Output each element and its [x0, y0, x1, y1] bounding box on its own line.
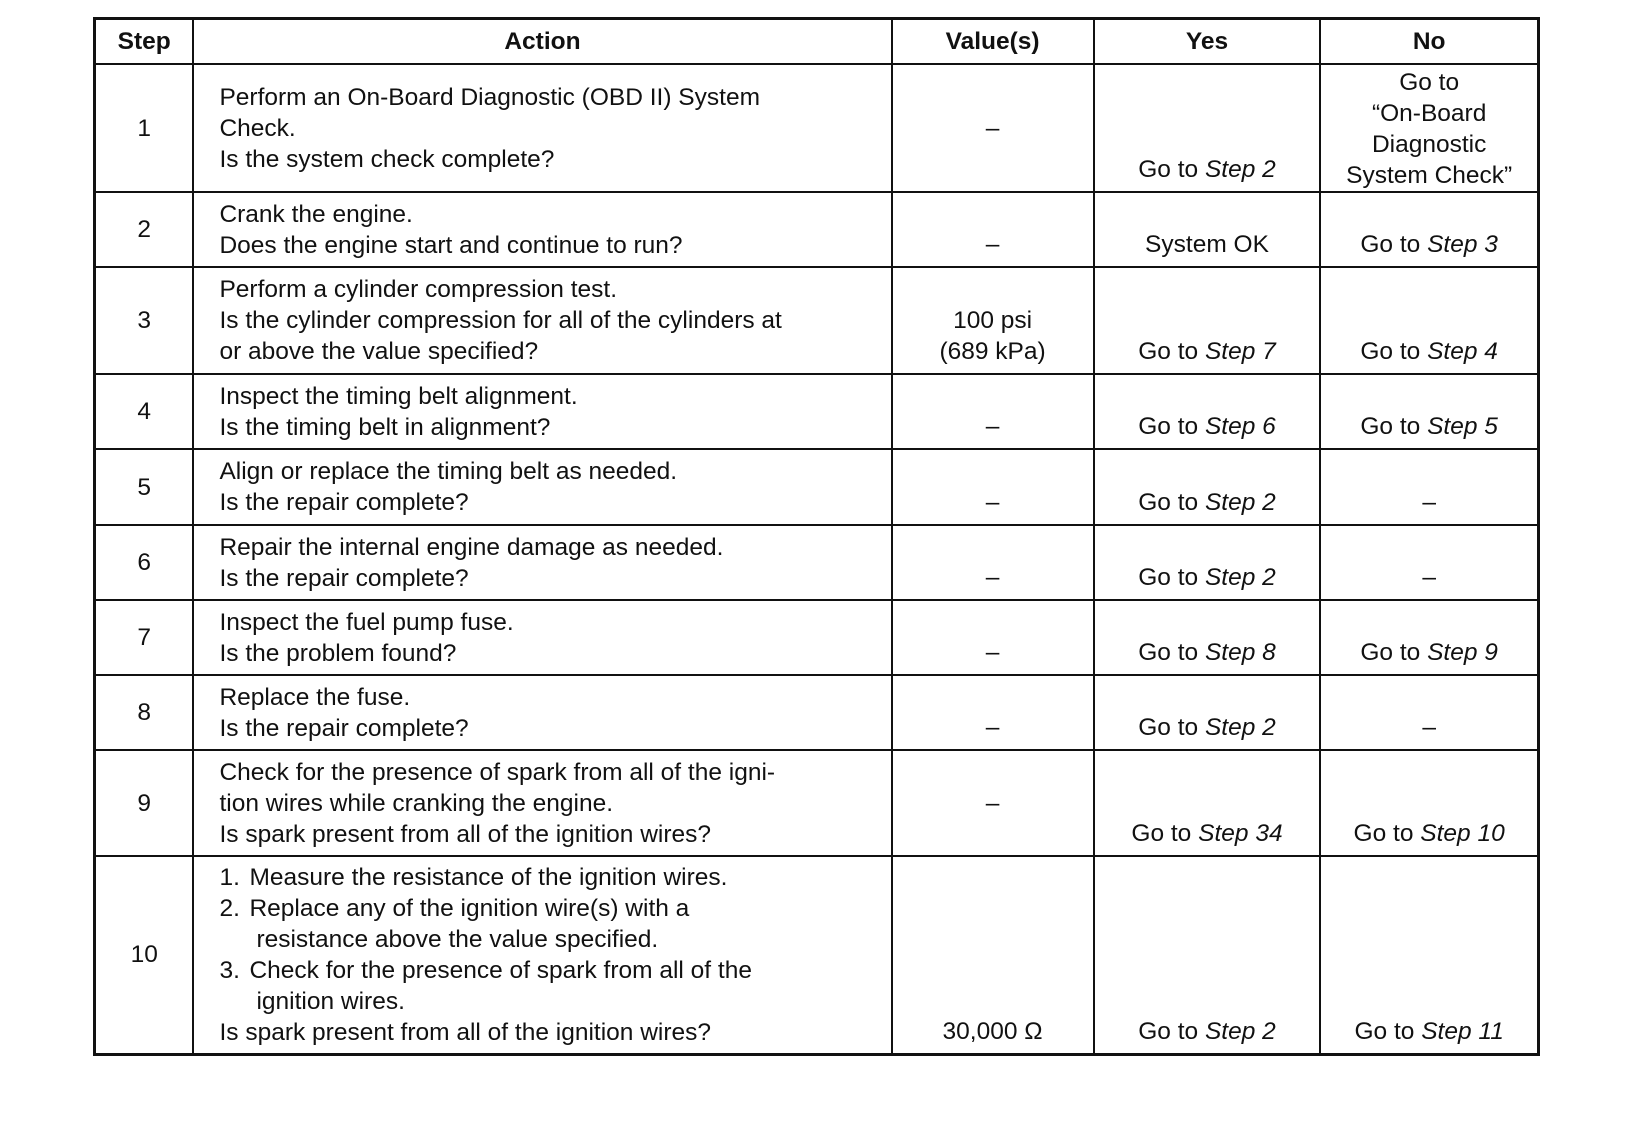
yes-prefix: Go to	[1138, 489, 1205, 516]
action-cell	[193, 267, 891, 374]
no-cell	[1320, 374, 1538, 449]
value-cell: –	[892, 675, 1094, 750]
action-cell	[193, 675, 891, 750]
yes-step-link: Step 2	[1204, 714, 1276, 741]
action-line: Is the repair complete?	[219, 489, 469, 516]
no-cell	[1320, 192, 1538, 267]
value-cell	[892, 267, 1094, 374]
step-number: 8	[95, 675, 194, 750]
yes-step-link: Step 2	[1204, 156, 1276, 183]
step-number: 10	[95, 856, 194, 1054]
step-number: 2	[95, 192, 194, 267]
yes-cell	[1094, 750, 1321, 856]
action-line: Does the engine start and continue to run?	[219, 231, 683, 259]
item-number: 2.	[219, 894, 240, 922]
no-step-link: Step 10	[1420, 820, 1505, 847]
step-number: 9	[95, 750, 194, 856]
no-step-link: Step 4	[1427, 338, 1498, 365]
header-row	[95, 19, 1539, 65]
action-line: Is the cylinder compression for all of the cylinders at	[219, 307, 782, 334]
no-prefix: Go to	[1353, 820, 1421, 847]
yes-cell	[1094, 525, 1321, 600]
header-action: Action	[193, 19, 891, 65]
value-line: 100 psi	[953, 307, 1033, 334]
action-line: Is the system check complete?	[219, 145, 555, 173]
action-line: Is the timing belt in alignment?	[219, 413, 551, 441]
no-cell: –	[1320, 675, 1538, 750]
no-prefix: Go to	[1354, 1017, 1422, 1045]
no-cell: –	[1320, 449, 1538, 525]
value-cell: –	[892, 374, 1094, 449]
table-row	[95, 525, 1539, 600]
item-text: Replace any of the ignition wire(s) with a	[249, 894, 690, 922]
value-cell: –	[892, 449, 1094, 525]
yes-prefix: Go to	[1138, 564, 1205, 591]
no-line: “On-Board	[1371, 100, 1487, 127]
yes-step-link: Step 2	[1204, 489, 1276, 516]
no-cell	[1320, 267, 1538, 374]
action-cell	[193, 374, 891, 449]
item-text: Check for the presence of spark from all of the	[249, 956, 752, 984]
yes-cell	[1094, 449, 1321, 525]
item-number: 3.	[219, 956, 240, 984]
item-text: ignition wires.	[256, 987, 405, 1015]
yes-prefix: Go to	[1138, 639, 1205, 666]
step-number: 3	[95, 267, 194, 374]
no-step-link: Step 9	[1427, 639, 1498, 666]
yes-prefix: Go to	[1138, 413, 1205, 440]
yes-step-link: Step 2	[1204, 1017, 1276, 1045]
value-cell: 30,000 Ω	[892, 856, 1094, 1054]
action-cell	[193, 449, 891, 525]
action-cell	[193, 750, 891, 856]
item-text: resistance above the value specified.	[256, 925, 659, 953]
value-cell: –	[892, 600, 1094, 675]
yes-cell	[1094, 374, 1321, 449]
value-line: (689 kPa)	[939, 338, 1046, 365]
numbered-item	[219, 893, 880, 955]
yes-step-link: Step 6	[1204, 413, 1276, 440]
action-cell	[193, 525, 891, 600]
step-number: 6	[95, 525, 194, 600]
action-cell	[193, 192, 891, 267]
header-step: Step	[95, 19, 194, 65]
table-row	[95, 449, 1539, 525]
yes-step-link: Step 2	[1204, 564, 1276, 591]
yes-prefix: Go to	[1138, 714, 1205, 741]
table-row	[95, 267, 1539, 374]
numbered-item	[219, 955, 880, 1017]
action-line: Inspect the timing belt alignment.	[219, 382, 578, 410]
step-number: 4	[95, 374, 194, 449]
no-cell	[1320, 600, 1538, 675]
yes-prefix: Go to	[1138, 338, 1205, 365]
action-cell	[193, 856, 891, 1054]
step-number: 5	[95, 449, 194, 525]
item-text: Measure the resistance of the ignition wires.	[249, 863, 728, 891]
action-line: Align or replace the timing belt as needed.	[219, 458, 678, 485]
action-line: tion wires while cranking the engine.	[219, 789, 614, 817]
value-cell: –	[892, 750, 1094, 856]
no-prefix: Go to	[1360, 231, 1428, 258]
yes-cell: System OK	[1094, 192, 1321, 267]
yes-cell	[1094, 267, 1321, 374]
header-values: Value(s)	[892, 19, 1094, 65]
step-number: 1	[95, 64, 194, 192]
table-row	[95, 856, 1539, 1054]
no-prefix: Go to	[1360, 338, 1428, 365]
action-line: Perform a cylinder compression test.	[219, 276, 618, 303]
no-cell: –	[1320, 525, 1538, 600]
yes-step-link: Step 34	[1198, 820, 1283, 847]
header-no: No	[1320, 19, 1538, 65]
action-line: Is the repair complete?	[219, 714, 469, 742]
action-line: or above the value specified?	[219, 338, 539, 365]
yes-prefix: Go to	[1131, 820, 1199, 847]
action-line: Perform an On-Board Diagnostic (OBD II) System	[219, 83, 760, 111]
no-line: System Check”	[1346, 162, 1513, 189]
action-line: Check for the presence of spark from all of the igni-	[219, 758, 776, 786]
action-question: Is spark present from all of the ignition wires?	[219, 1018, 712, 1046]
action-cell	[193, 600, 891, 675]
yes-cell	[1094, 675, 1321, 750]
no-cell	[1320, 64, 1538, 192]
action-cell	[193, 64, 891, 192]
action-line: Is the problem found?	[219, 639, 457, 667]
yes-cell	[1094, 856, 1321, 1054]
no-line: Go to	[1399, 69, 1460, 96]
action-line: Inspect the fuel pump fuse.	[219, 608, 514, 636]
no-cell	[1320, 750, 1538, 856]
action-line: Crank the engine.	[219, 200, 413, 228]
item-number: 1.	[219, 863, 240, 891]
action-line: Repair the internal engine damage as needed.	[219, 533, 724, 561]
no-prefix: Go to	[1360, 413, 1428, 440]
value-cell: –	[892, 525, 1094, 600]
yes-prefix: Go to	[1138, 156, 1205, 183]
header-yes: Yes	[1094, 19, 1321, 65]
action-line: Check.	[219, 114, 296, 142]
no-step-link: Step 5	[1427, 413, 1498, 440]
no-prefix: Go to	[1360, 639, 1428, 666]
table-row	[95, 64, 1539, 192]
yes-cell	[1094, 64, 1321, 192]
table-row	[95, 750, 1539, 856]
yes-step-link: Step 8	[1204, 639, 1276, 666]
no-step-link: Step 11	[1421, 1017, 1504, 1045]
value-cell: –	[892, 192, 1094, 267]
action-line: Is spark present from all of the ignition wires?	[219, 820, 712, 848]
action-line: Replace the fuse.	[219, 683, 411, 711]
yes-cell	[1094, 600, 1321, 675]
yes-step-link: Step 7	[1204, 338, 1276, 365]
numbered-item	[219, 862, 880, 893]
no-cell	[1320, 856, 1538, 1054]
value-cell: –	[892, 64, 1094, 192]
no-line: Diagnostic	[1371, 131, 1487, 158]
table-row	[95, 600, 1539, 675]
diagnostic-table	[93, 17, 1540, 1056]
table-row	[95, 374, 1539, 449]
yes-prefix: Go to	[1138, 1017, 1205, 1045]
table-row	[95, 192, 1539, 267]
table-row	[95, 675, 1539, 750]
step-number: 7	[95, 600, 194, 675]
action-line: Is the repair complete?	[219, 564, 469, 592]
no-step-link: Step 3	[1427, 231, 1498, 258]
